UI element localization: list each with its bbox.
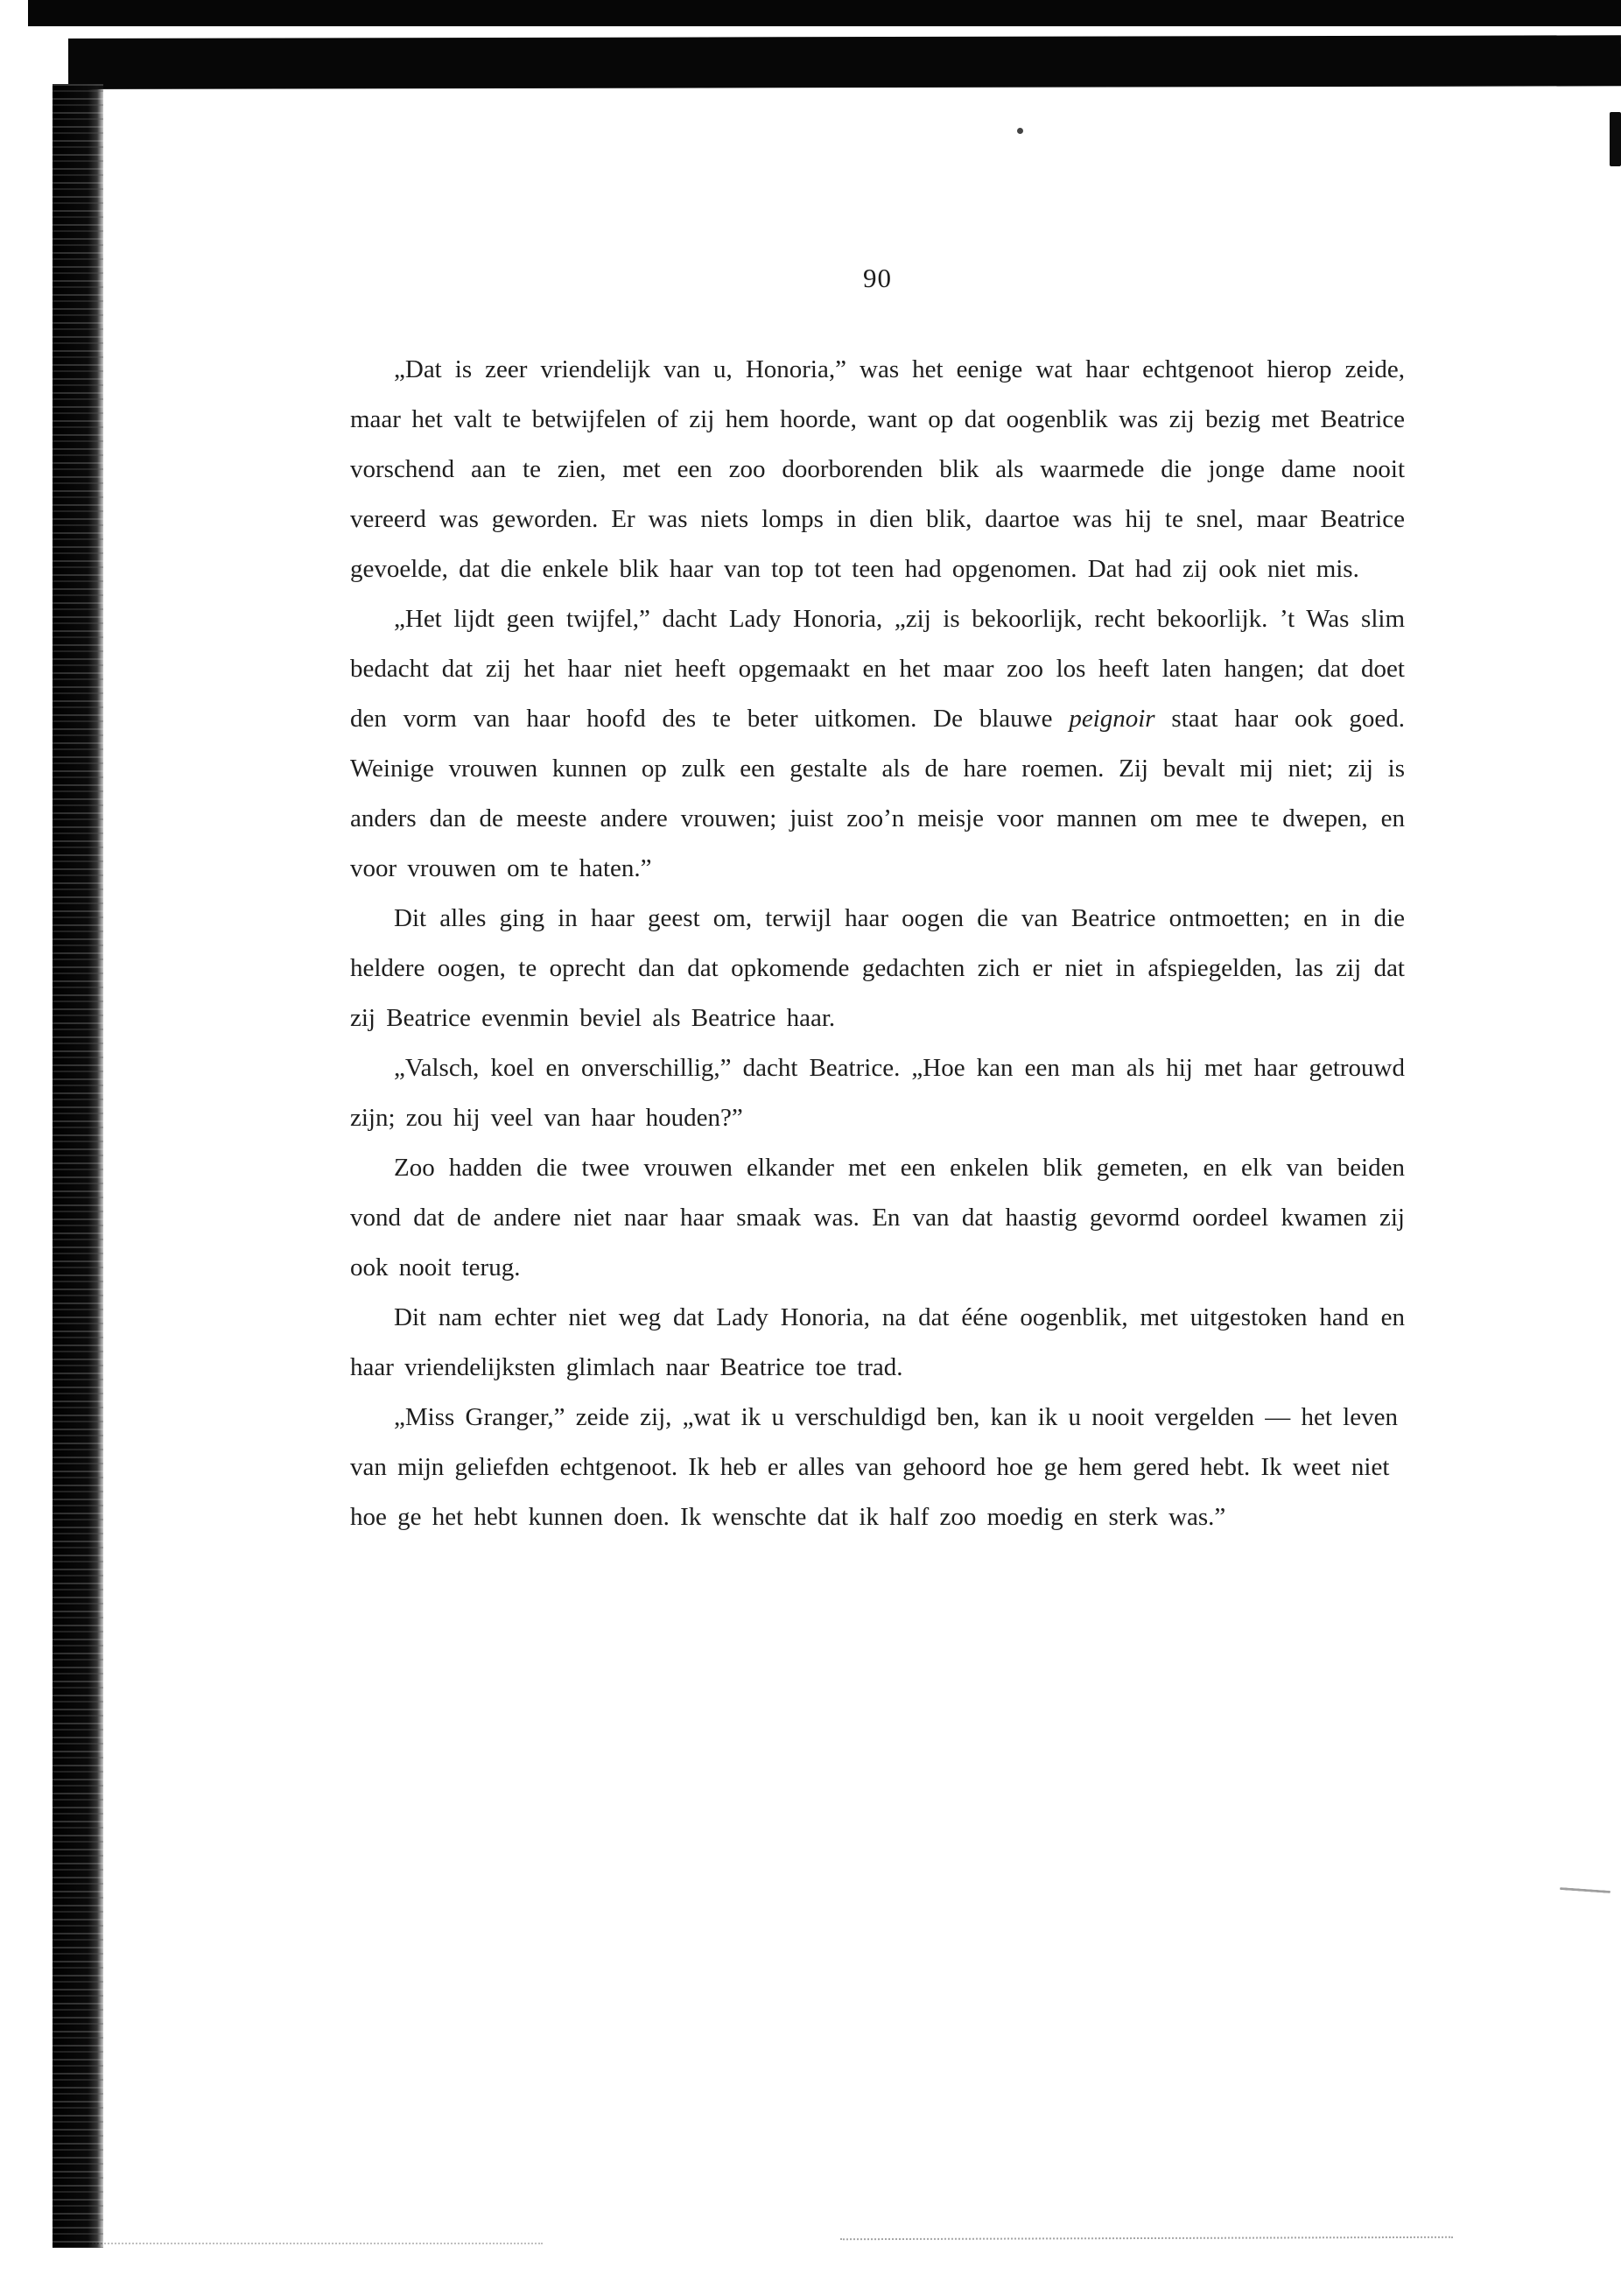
paragraph xyxy=(350,345,1405,594)
paragraph xyxy=(350,1293,1405,1393)
text-segment: Dit nam echter niet weg dat Lady Honoria, na dat ééne oogenblik, met uitgestoken hand en haar vriendelijksten glimlach naar Beatrice toe trad. xyxy=(350,1303,1405,1381)
scan-bottom-artifact-left xyxy=(88,2243,543,2244)
italic-word: peignoir xyxy=(1069,705,1155,733)
paragraph xyxy=(350,894,1405,1043)
text-segment: Zoo hadden die twee vrouwen elkander met een enkelen blik gemeten, en elk van beiden vond dat de andere niet naar haar smaak was. En van dat haastig gevormd oordeel kwamen zij ook nooit terug. xyxy=(350,1154,1405,1281)
scan-upper-edge-bar xyxy=(68,35,1621,89)
paragraph xyxy=(350,1143,1405,1293)
page-number: 90 xyxy=(863,263,892,293)
text-segment: staat haar ook goed. Weinige vrouwen kunnen op zulk een gestalte als de hare roemen. Zij bevalt mij niet; zij is anders dan de meeste andere vrouwen; juist zoo’n meisje voor mannen om mee te dwepen, en voor vrouwen om te haten.” xyxy=(350,705,1405,882)
scan-speck xyxy=(1017,128,1023,134)
text-segment: „Het lijdt geen twijfel,” dacht Lady Honoria, „zij is bekoorlijk, recht bekoorlijk. ’t Was slim bedacht dat zij het haar niet heeft opgemaakt en het maar zoo los heeft laten hangen; dat doet den vorm van haar hoofd des te beter uitkomen. De blauwe xyxy=(350,605,1405,733)
scan-right-edge-mark xyxy=(1610,112,1621,166)
scan-top-edge-bar xyxy=(28,0,1621,26)
page-content xyxy=(350,263,1405,1542)
text-segment: Dit alles ging in haar geest om, terwijl haar oogen die van Beatrice ontmoetten; en in die heldere oogen, te oprecht dan dat opkomende gedachten zich er niet in afspiegelden, las zij dat zij Beatrice evenmin beviel als Beatrice haar. xyxy=(350,904,1405,1032)
scan-bottom-artifact-right xyxy=(840,2236,1453,2240)
paragraph xyxy=(350,594,1405,894)
paragraph xyxy=(350,1043,1405,1143)
scan-left-edge-strip xyxy=(53,84,103,2248)
margin-pencil-mark xyxy=(1560,1887,1610,1893)
text-segment: „Valsch, koel en onverschillig,” dacht Beatrice. „Hoe kan een man als hij met haar getrouwd zijn; zou hij veel van haar houden?” xyxy=(350,1054,1405,1132)
paragraph xyxy=(350,1393,1405,1542)
text-segment: „Miss Granger,” zeide zij, „wat ik u verschuldigd ben, kan ik u nooit vergelden — het leven van mijn geliefden echtgenoot. Ik heb er alles van gehoord hoe ge hem gered hebt. Ik weet niet hoe ge het hebt kunnen doen. Ik wenschte dat ik half zoo moedig en sterk was.” xyxy=(350,1403,1398,1531)
text-block xyxy=(350,345,1405,1542)
text-segment: „Dat is zeer vriendelijk van u, Honoria,” was het eenige wat haar echtgenoot hierop zeide, maar het valt te betwijfelen of zij hem hoorde, want op dat oogenblik was zij bezig met Beatrice vorschend aan te zien, met een zoo doorborenden blik als waarmede die jonge dame nooit vereerd was geworden. Er was niets lomps in dien blik, daartoe was hij te snel, maar Beatrice gevoelde, dat die enkele blik haar van top tot teen had opgenomen. Dat had zij ook niet mis. xyxy=(350,355,1405,583)
